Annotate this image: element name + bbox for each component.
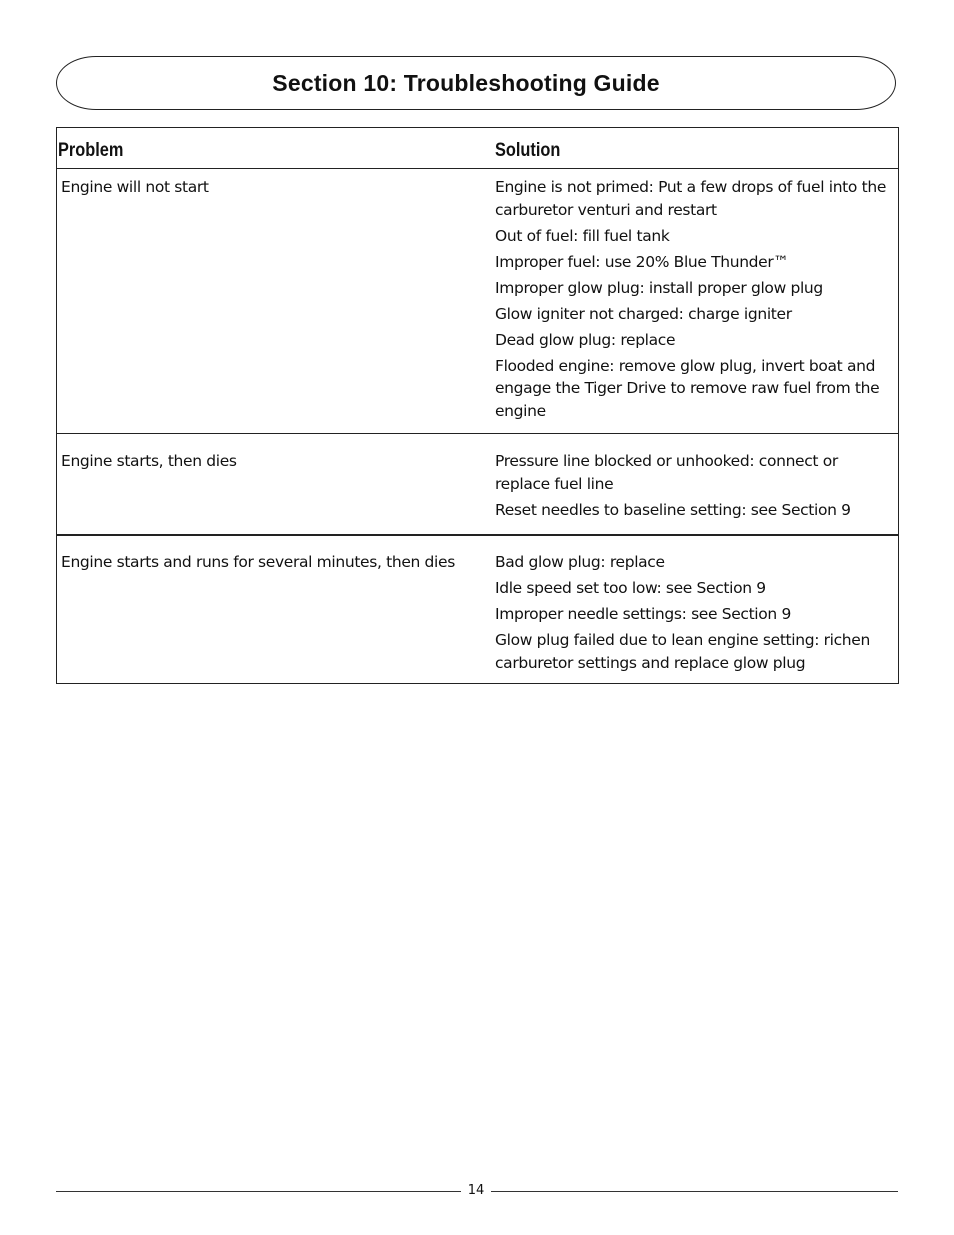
- solution-cell: [495, 551, 895, 678]
- solution-item: Engine is not primed: Put a few drops of fuel into the carburetor venturi and restart: [495, 178, 887, 219]
- solution-item: Out of fuel: fill fuel tank: [495, 226, 670, 245]
- solution-item: Glow igniter not charged: charge igniter: [495, 304, 792, 323]
- solution-item: Pressure line blocked or unhooked: connect or replace fuel line: [495, 452, 838, 493]
- table-row: [57, 536, 898, 683]
- table-header-row: [57, 128, 898, 169]
- problem-cell: Engine starts, then dies: [61, 452, 237, 470]
- solution-item: Improper needle settings: see Section 9: [495, 605, 791, 623]
- troubleshooting-table: [56, 127, 899, 684]
- solution-cell: [495, 450, 895, 525]
- section-title-banner: [56, 56, 896, 110]
- problem-cell: Engine will not start: [61, 178, 209, 196]
- header-solution: Solution: [495, 140, 561, 161]
- solution-item: Dead glow plug: replace: [495, 330, 676, 349]
- solution-item: Bad glow plug: replace: [495, 553, 665, 571]
- table-row: [57, 434, 898, 536]
- solution-item: Reset needles to baseline setting: see Section 9: [495, 500, 851, 519]
- section-title: Section 10: Troubleshooting Guide: [272, 69, 660, 96]
- table-row: [57, 169, 898, 434]
- footer-rule-left: [56, 1191, 461, 1192]
- solution-item: Glow plug failed due to lean engine setting: richen carburetor settings and replace glow plug: [495, 631, 870, 672]
- solution-item: Improper fuel: use 20% Blue Thunder™: [495, 252, 789, 271]
- footer-rule-right: [491, 1191, 898, 1192]
- header-problem: Problem: [58, 140, 124, 161]
- solution-item: Flooded engine: remove glow plug, invert boat and engage the Tiger Drive to remove raw fuel from the engine: [495, 356, 880, 420]
- solution-item: Idle speed set too low: see Section 9: [495, 579, 766, 597]
- solution-cell: [495, 176, 895, 426]
- solution-item: Improper glow plug: install proper glow plug: [495, 278, 823, 297]
- problem-cell: Engine starts and runs for several minutes, then dies: [61, 553, 455, 571]
- page-number: 14: [467, 1183, 485, 1198]
